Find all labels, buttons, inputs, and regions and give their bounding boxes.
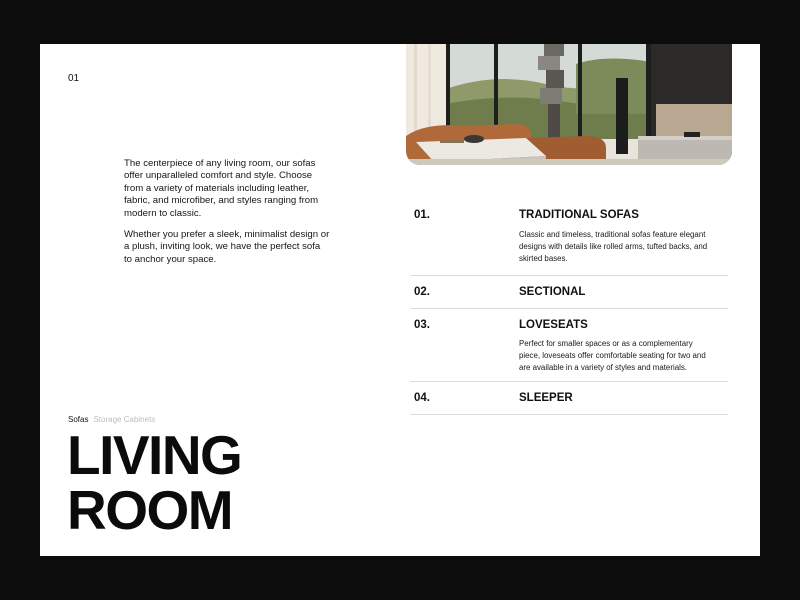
intro-paragraph-1: The centerpiece of any living room, our sofas offer unparalleled comfort and style. Choose from a variety of materials including leather, fabric, and microfiber, and styles ranging from modern to classic. bbox=[124, 158, 319, 219]
list-item-traditional-sofas[interactable] bbox=[410, 200, 728, 276]
page-title-line-1: LIVING bbox=[67, 424, 242, 486]
category-nav bbox=[68, 415, 155, 424]
list-item-number: 02. bbox=[414, 286, 430, 298]
list-item-description: Perfect for smaller spaces or as a complementary piece, loveseats offer comfortable seating for two and are available in a variety of styles and materials. bbox=[519, 339, 706, 372]
category-storage-cabinets[interactable]: Storage Cabinets bbox=[93, 415, 156, 424]
intro-paragraph-2: Whether you prefer a sleek, minimalist design or a plush, inviting look, we have the perfect sofa to anchor your space. bbox=[124, 229, 330, 265]
page-number: 01 bbox=[68, 73, 80, 84]
living-room-illustration bbox=[406, 44, 732, 165]
list-item-description: Classic and timeless, traditional sofas feature elegant designs with details like rolled arms, tufted backs, and skirted bases. bbox=[519, 230, 708, 263]
category-sofas[interactable]: Sofas bbox=[68, 415, 89, 424]
intro-text bbox=[124, 158, 330, 275]
list-item-number: 03. bbox=[414, 319, 430, 331]
list-item-number: 01. bbox=[414, 209, 430, 221]
list-item-title: TRADITIONAL SOFAS bbox=[519, 209, 639, 221]
page-title-line-2: ROOM bbox=[67, 479, 233, 541]
sofa-types-list bbox=[410, 200, 728, 415]
living-room-photo bbox=[406, 44, 732, 165]
list-item-sectional[interactable] bbox=[410, 276, 728, 309]
list-item-title: SECTIONAL bbox=[519, 286, 586, 298]
catalog-page bbox=[40, 44, 760, 556]
list-item-loveseats[interactable] bbox=[410, 309, 728, 382]
page-title bbox=[67, 424, 242, 541]
list-item-title: SLEEPER bbox=[519, 392, 573, 404]
list-item-sleeper[interactable] bbox=[410, 382, 728, 415]
list-item-title: LOVESEATS bbox=[519, 319, 588, 331]
list-item-number: 04. bbox=[414, 392, 430, 404]
